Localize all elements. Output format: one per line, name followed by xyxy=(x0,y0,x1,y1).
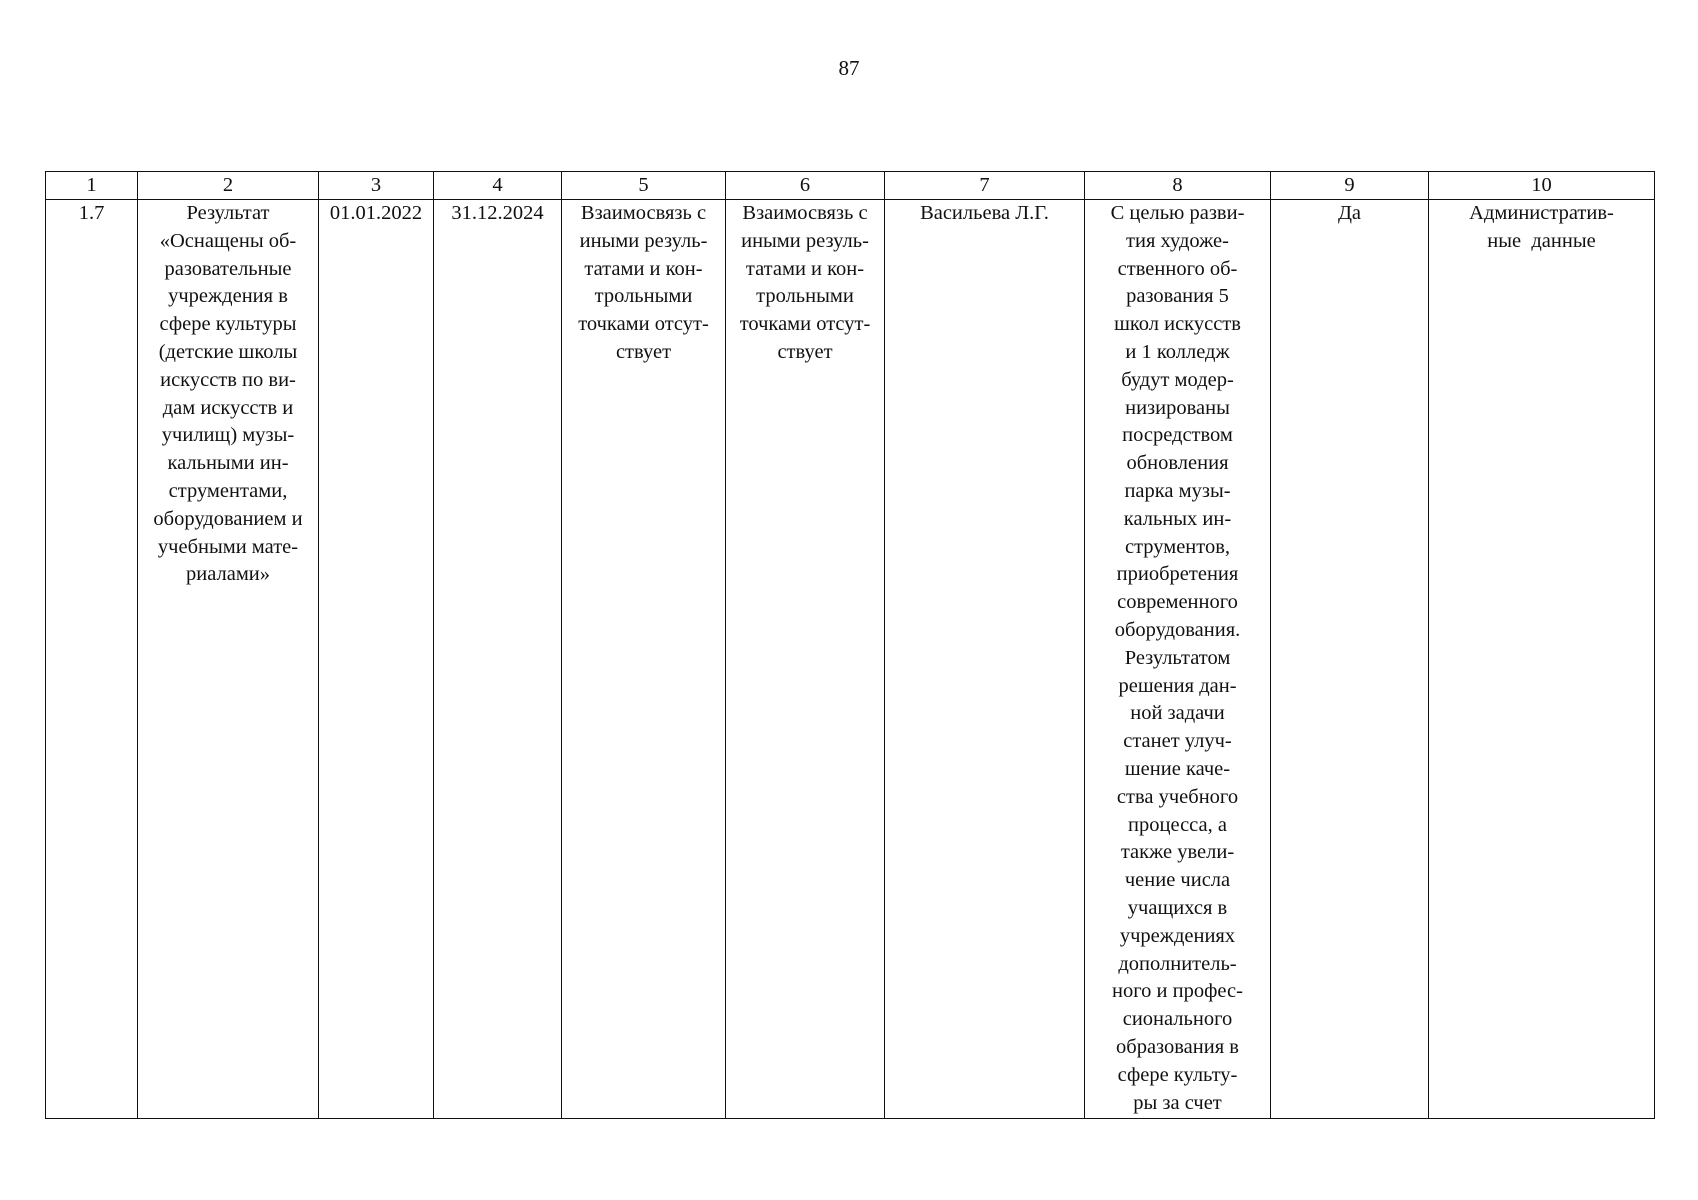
cell-data-source: Административ- ные данные xyxy=(1429,200,1655,1119)
table-header-row xyxy=(46,172,1655,200)
cell-responsible-person: Васильева Л.Г. xyxy=(885,200,1085,1119)
cell-start-date: 01.01.2022 xyxy=(319,200,434,1119)
cell-item-number: 1.7 xyxy=(46,200,138,1119)
cell-relation-6: Взаимосвязь с иными резуль- татами и кон- трольными точками отсут- ствует xyxy=(726,200,885,1119)
cell-relation-5: Взаимосвязь с иными резуль- татами и кон- трольными точками отсут- ствует xyxy=(562,200,726,1119)
page-number: 87 xyxy=(838,56,860,80)
cell-end-date: 31.12.2024 xyxy=(434,200,562,1119)
column-header-9: 9 xyxy=(1271,172,1429,200)
column-header-1: 1 xyxy=(46,172,138,200)
cell-description-8: С целью разви- тия художе- ственного об- разования 5 школ искусств и 1 колледж будут модер- низированы посредством обновления парка музы- кальных ин- струментов, приобретения современного оборудования. Результатом решения дан- ной задачи станет улуч- шение каче- ства учебного процесса, а также увели- чение числа учащихся в учреждениях дополнитель- ного и профес- сионального образования в сфере культу- ры за счет xyxy=(1085,200,1271,1119)
cell-yes: Да xyxy=(1271,200,1429,1119)
column-header-6: 6 xyxy=(726,172,885,200)
data-table xyxy=(45,171,1655,1119)
column-header-2: 2 xyxy=(138,172,319,200)
column-header-10: 10 xyxy=(1429,172,1655,200)
column-header-4: 4 xyxy=(434,172,562,200)
column-header-5: 5 xyxy=(562,172,726,200)
column-header-7: 7 xyxy=(885,172,1085,200)
cell-result-description: Результат «Оснащены об- разовательные учреждения в сфере культуры (детские школы искусств по ви- дам искусств и училищ) музы- кальными ин- струментами, оборудованием и учебными мате- риалами» xyxy=(138,200,319,1119)
column-header-8: 8 xyxy=(1085,172,1271,200)
table-row xyxy=(46,200,1655,1119)
column-header-3: 3 xyxy=(319,172,434,200)
